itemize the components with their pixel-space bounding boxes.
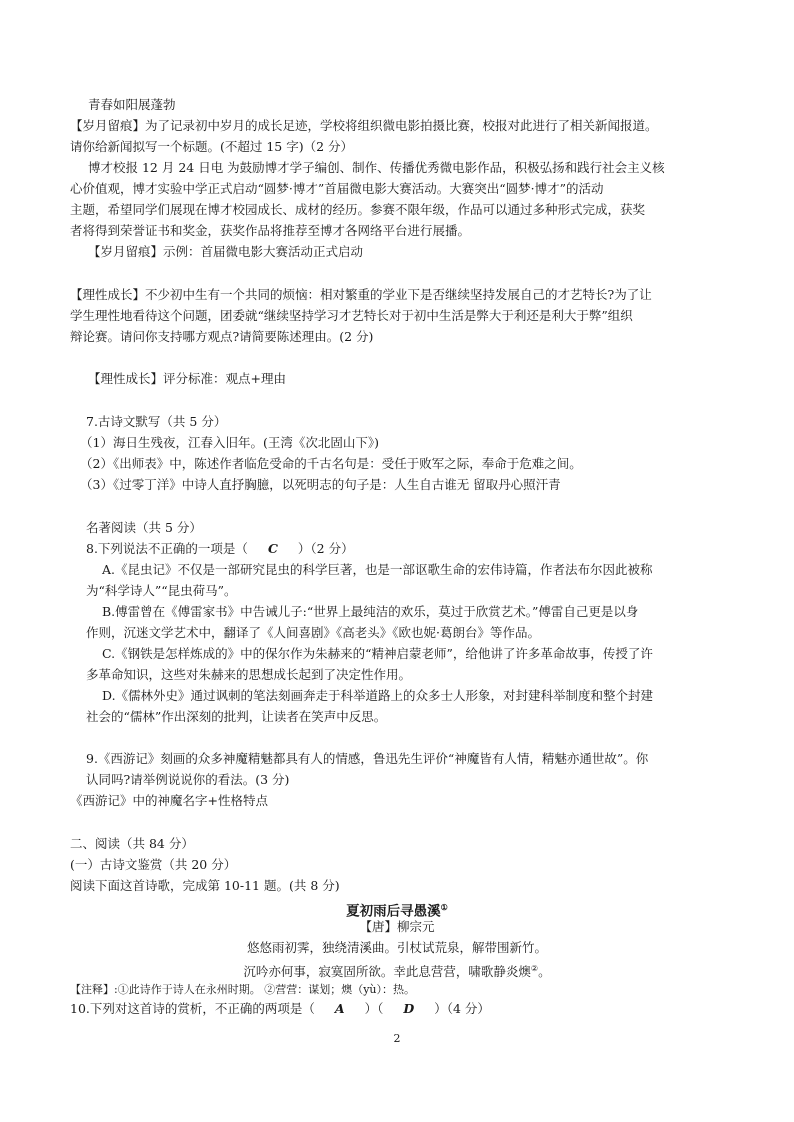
poem-line bbox=[0, 960, 794, 981]
q10-answer-2: D bbox=[403, 1001, 415, 1016]
q8-option: 为“科学诗人”“昆虫荷马”。 bbox=[86, 583, 237, 598]
lixing-answer: 【理性成长】评分标准：观点+理由 bbox=[88, 371, 286, 386]
q7-item: （3）《过零丁洋》中诗人直抒胸臆，以死明志的句子是：人生自古谁无 留取丹心照汗青 bbox=[80, 477, 561, 492]
q8-option: A.《昆虫记》不仅是一部研究昆虫的科学巨著，也是一部讴歌生命的宏伟诗篇，作者法布尔因此被称 bbox=[102, 562, 653, 577]
reading-intro: 阅读下面这首诗歌，完成第 10-11 题。(共 8 分) bbox=[70, 878, 340, 893]
q8-stem bbox=[86, 540, 354, 558]
q8-option: B.傅雷曾在《傅雷家书》中告诫儿子:“世界上最纯洁的欢乐，莫过于欣赏艺术。”傅雷自己更是以身 bbox=[102, 604, 639, 619]
lixing-question-line: 【理性成长】不少初中生有一个共同的烦恼：相对繁重的学业下是否继续坚持发展自己的才艺特长?为了让 bbox=[70, 287, 652, 302]
poem-title-note-mark: ① bbox=[440, 902, 448, 912]
section-heading: 青春如阳展蓬勃 bbox=[88, 97, 176, 112]
q9-stem: 认同吗?请举例说说你的看法。(3 分) bbox=[86, 772, 290, 787]
q9-answer: 《西游记》中的神魔名字+性格特点 bbox=[70, 793, 268, 808]
mingzhu-title: 名著阅读（共 5 分） bbox=[86, 520, 202, 535]
news-line: 心价值观，博才实验中学正式启动“圆梦·博才”首届微电影大赛活动。大赛突出“圆梦·博才”的活动 bbox=[70, 181, 604, 196]
q10-stem bbox=[70, 1000, 490, 1018]
q8-option: 社会的“儒林”作出深刻的批判，让读者在笑声中反思。 bbox=[86, 709, 387, 724]
suiyue-question-line1: 【岁月留痕】为了记录初中岁月的成长足迹，学校将组织微电影拍摄比赛，校报对此进行了相关新闻报道。 bbox=[70, 118, 658, 133]
poem-line: 悠悠雨初霁，独绕清溪曲。引杖试荒泉，解带围新竹。 bbox=[246, 940, 547, 955]
poem-line2-note-mark: ② bbox=[530, 964, 539, 973]
q8-prefix: 8.下列说法不正确的一项是（ bbox=[86, 541, 248, 556]
poem-title-text: 夏初雨后寻愚溪 bbox=[346, 903, 441, 920]
lixing-question-line: 辩论赛。请问你支持哪方观点?请简要陈述理由。(2 分) bbox=[70, 329, 374, 344]
poem-author: 【唐】柳宗元 bbox=[359, 919, 435, 934]
q10-mid: ）（ bbox=[364, 1001, 384, 1016]
q8-option: D.《儒林外史》通过讽刺的笔法刻画奔走于科举道路上的众多士人形象，对封建科举制度和整个封建 bbox=[102, 688, 654, 703]
news-line: 博才校报 12 月 24 日电 为鼓励博才学子编创、制作、传播优秀微电影作品，积极弘扬和践行社会主义核 bbox=[88, 160, 665, 175]
q10-suffix: ）（4 分） bbox=[434, 1001, 490, 1016]
q7-item: （2）《出师表》中，陈述作者临危受命的千古名句是：受任于败军之际，奉命于危难之间。 bbox=[80, 456, 582, 471]
q8-option: 作则，沉迷文学艺术中，翻译了《人间喜剧》《高老头》《欧也妮·葛朗台》等作品。 bbox=[86, 625, 540, 640]
page-number: 2 bbox=[393, 1032, 401, 1045]
suiyue-answer: 【岁月留痕】示例：首届微电影大赛活动正式启动 bbox=[88, 244, 364, 259]
q7-item: （1）海日生残夜，江春入旧年。(王湾《次北固山下》) bbox=[80, 435, 379, 450]
poem-notes: 【注释】:①此诗作于诗人在永州时期。 ②营营：谋划；燠（yù）：热。 bbox=[70, 983, 415, 996]
poem-line2-end: 。 bbox=[538, 964, 551, 980]
q10-prefix: 10.下列对这首诗的赏析，不正确的两项是（ bbox=[70, 1001, 315, 1016]
q8-option: C.《钢铁是怎样炼成的》中的保尔作为朱赫来的“精神启蒙老师”，给他讲了许多革命故事，传授了许 bbox=[102, 646, 653, 661]
reading-section-title: 二、阅读（共 84 分） bbox=[70, 836, 194, 851]
reading-subsection: (一）古诗文鉴赏（共 20 分） bbox=[70, 857, 237, 872]
news-line: 者将得到荣誉证书和奖金，获奖作品将推荐至博才各网络平台进行展播。 bbox=[70, 223, 471, 238]
q8-option: 多革命知识，这些对朱赫来的思想成长起到了决定性作用。 bbox=[86, 667, 412, 682]
q8-answer: C bbox=[267, 541, 278, 556]
q10-answer-1: A bbox=[334, 1001, 345, 1016]
news-line: 主题，希望同学们展现在博才校园成长、成材的经历。参赛不限年级，作品可以通过多种形式完成，获奖 bbox=[70, 202, 646, 217]
q8-suffix: ）（2 分） bbox=[297, 541, 354, 556]
q7-title: 7.古诗文默写（共 5 分） bbox=[86, 414, 227, 429]
lixing-question-line: 学生理性地看待这个问题，团委就“继续坚持学习才艺特长对于初中生活是弊大于利还是利大于弊”组织 bbox=[70, 308, 633, 323]
suiyue-question-line2: 请你给新闻拟写一个标题。(不超过 15 字)（2 分） bbox=[70, 139, 354, 154]
poem-line2-text: 沉吟亦何事，寂寞固所欲。幸此息营营，啸歌静炎燠 bbox=[243, 964, 531, 980]
q9-stem: 9.《西游记》刻画的众多神魔精魅都具有人的情感，鲁迅先生评价“神魔皆有人情，精魅亦通世故”。你 bbox=[86, 751, 649, 766]
